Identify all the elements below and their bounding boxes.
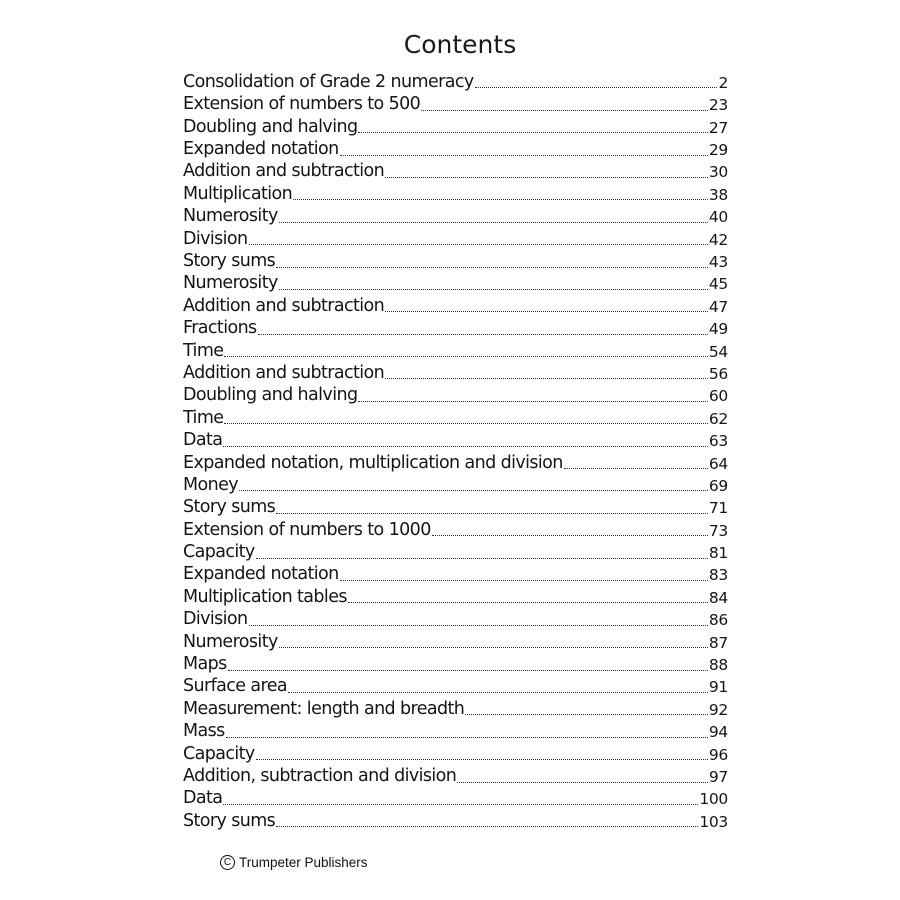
toc-page-number: 97 xyxy=(708,768,728,786)
toc-dot-leader xyxy=(239,490,708,491)
toc-page-number: 38 xyxy=(708,185,728,204)
toc-dot-leader xyxy=(457,782,708,783)
toc-page-number: 2 xyxy=(718,73,728,92)
toc-page-number: 71 xyxy=(708,499,728,518)
toc-page-number: 87 xyxy=(708,633,728,652)
toc-page-number: 47 xyxy=(708,297,728,316)
toc-page-number: 27 xyxy=(708,118,728,137)
toc-dot-leader xyxy=(385,378,708,379)
toc-dot-leader xyxy=(340,580,708,581)
toc-entry-title: Doubling and halving xyxy=(183,116,358,137)
toc-page-number: 83 xyxy=(708,566,728,585)
toc-dot-leader xyxy=(276,513,708,514)
toc-page-number: 100 xyxy=(699,790,728,809)
toc-entry xyxy=(183,585,728,607)
toc-dot-leader xyxy=(421,110,708,111)
toc-entry xyxy=(183,607,728,629)
toc-page-number: 62 xyxy=(708,409,728,428)
toc-dot-leader xyxy=(226,737,708,738)
toc-dot-leader xyxy=(279,222,708,223)
toc-entry-title: Multiplication xyxy=(183,183,293,204)
toc-page-number: 103 xyxy=(699,812,728,831)
toc-entry xyxy=(183,70,728,92)
toc-dot-leader xyxy=(358,132,707,133)
toc-page-number: 84 xyxy=(708,588,728,607)
toc-entry-title: Data xyxy=(183,788,223,809)
toc-page-number: 86 xyxy=(708,611,728,630)
toc-entry xyxy=(183,540,728,562)
toc-entry xyxy=(183,764,728,786)
toc-entry xyxy=(183,473,728,495)
toc-entry xyxy=(183,742,728,764)
toc-entry xyxy=(183,630,728,652)
toc-page-number: 29 xyxy=(708,141,728,160)
toc-entry xyxy=(183,272,728,294)
toc-page-number: 49 xyxy=(708,320,728,339)
publisher-credit xyxy=(220,855,368,870)
toc-dot-leader xyxy=(293,199,708,200)
table-of-contents xyxy=(183,70,728,831)
toc-dot-leader xyxy=(358,401,707,402)
toc-entry-title: Addition and subtraction xyxy=(183,161,385,182)
toc-entry-title: Fractions xyxy=(183,318,257,339)
toc-entry-title: Time xyxy=(183,340,224,361)
toc-dot-leader xyxy=(288,692,708,693)
toc-page-number: 81 xyxy=(708,544,728,563)
toc-entry xyxy=(183,697,728,719)
toc-entry-title: Addition, subtraction and division xyxy=(183,766,457,786)
toc-entry-title: Extension of numbers to 1000 xyxy=(183,519,431,540)
copyright-icon: C xyxy=(220,855,235,870)
toc-entry-title: Measurement: length and breadth xyxy=(183,698,465,719)
toc-dot-leader xyxy=(223,804,698,805)
toc-dot-leader xyxy=(279,289,708,290)
toc-page-number: 56 xyxy=(708,364,728,383)
toc-page-number: 30 xyxy=(708,163,728,182)
toc-page-number: 88 xyxy=(708,656,728,675)
toc-entry-title: Expanded notation, multiplication and division xyxy=(183,452,563,473)
toc-page-number: 42 xyxy=(708,230,728,249)
toc-dot-leader xyxy=(276,267,708,268)
toc-entry-title: Money xyxy=(183,474,239,495)
toc-entry xyxy=(183,182,728,204)
toc-entry xyxy=(183,316,728,338)
toc-entry xyxy=(183,428,728,450)
toc-entry xyxy=(183,495,728,517)
toc-entry-title: Addition and subtraction xyxy=(183,295,385,316)
toc-entry xyxy=(183,115,728,137)
toc-entry-title: Multiplication tables xyxy=(183,586,347,607)
toc-dot-leader xyxy=(385,311,708,312)
toc-entry-title: Numerosity xyxy=(183,273,278,294)
toc-entry-title: Story sums xyxy=(183,497,276,518)
toc-dot-leader xyxy=(348,602,708,603)
toc-entry-title: Expanded notation xyxy=(183,564,339,585)
toc-entry xyxy=(183,652,728,674)
toc-entry-title: Numerosity xyxy=(183,206,278,227)
toc-page-number: 43 xyxy=(708,253,728,272)
toc-page-number: 73 xyxy=(708,521,728,540)
toc-dot-leader xyxy=(256,759,708,760)
toc-entry-title: Capacity xyxy=(183,743,255,764)
toc-entry xyxy=(183,160,728,182)
toc-dot-leader xyxy=(258,334,708,335)
toc-entry-title: Time xyxy=(183,407,224,428)
toc-entry-title: Doubling and halving xyxy=(183,385,358,406)
toc-entry-title: Maps xyxy=(183,654,227,675)
toc-dot-leader xyxy=(249,244,708,245)
toc-entry-title: Addition and subtraction xyxy=(183,362,385,383)
toc-dot-leader xyxy=(276,826,698,827)
toc-dot-leader xyxy=(279,647,708,648)
toc-entry-title: Expanded notation xyxy=(183,139,339,160)
toc-entry xyxy=(183,92,728,114)
toc-entry-title: Story sums xyxy=(183,251,276,272)
toc-entry xyxy=(183,406,728,428)
toc-page-number: 54 xyxy=(708,342,728,361)
toc-page-number: 64 xyxy=(708,454,728,473)
toc-entry xyxy=(183,451,728,473)
toc-page-number: 40 xyxy=(708,208,728,227)
toc-page-number: 94 xyxy=(708,723,728,742)
toc-entry xyxy=(183,809,728,831)
toc-dot-leader xyxy=(385,177,708,178)
page-title: Contents xyxy=(403,30,517,59)
toc-page-number: 60 xyxy=(708,387,728,406)
toc-entry xyxy=(183,563,728,585)
toc-entry-title: Division xyxy=(183,228,248,249)
toc-entry xyxy=(183,787,728,809)
toc-entry xyxy=(183,361,728,383)
toc-page-number: 45 xyxy=(708,275,728,294)
toc-dot-leader xyxy=(224,423,707,424)
toc-dot-leader xyxy=(224,356,707,357)
toc-page-number: 23 xyxy=(708,96,728,115)
toc-dot-leader xyxy=(228,670,708,671)
toc-entry-title: Surface area xyxy=(183,676,288,697)
toc-dot-leader xyxy=(256,558,708,559)
toc-dot-leader xyxy=(223,446,707,447)
toc-entry xyxy=(183,675,728,697)
toc-page-number: 63 xyxy=(708,432,728,451)
toc-entry-title: Mass xyxy=(183,721,225,742)
toc-dot-leader xyxy=(475,87,718,88)
toc-entry xyxy=(183,294,728,316)
toc-dot-leader xyxy=(465,714,708,715)
toc-entry xyxy=(183,719,728,741)
toc-page-number: 69 xyxy=(708,476,728,495)
toc-page-number: 96 xyxy=(708,745,728,764)
toc-entry xyxy=(183,137,728,159)
toc-dot-leader xyxy=(340,155,708,156)
toc-page-number: 92 xyxy=(708,700,728,719)
publisher-name: Trumpeter Publishers xyxy=(239,855,368,870)
toc-dot-leader xyxy=(432,535,708,536)
toc-entry-title: Division xyxy=(183,609,248,630)
toc-entry xyxy=(183,518,728,540)
toc-page-number: 91 xyxy=(708,678,728,697)
toc-entry-title: Consolidation of Grade 2 numeracy xyxy=(183,71,474,92)
toc-entry-title: Data xyxy=(183,430,223,451)
toc-entry-title: Numerosity xyxy=(183,631,278,652)
toc-entry-title: Extension of numbers to 500 xyxy=(183,94,421,115)
toc-entry-title: Capacity xyxy=(183,542,255,563)
toc-dot-leader xyxy=(249,625,708,626)
toc-entry xyxy=(183,339,728,361)
toc-entry-title: Story sums xyxy=(183,810,276,831)
toc-dot-leader xyxy=(564,468,708,469)
toc-entry xyxy=(183,227,728,249)
toc-entry xyxy=(183,249,728,271)
toc-entry xyxy=(183,383,728,405)
toc-entry xyxy=(183,204,728,226)
